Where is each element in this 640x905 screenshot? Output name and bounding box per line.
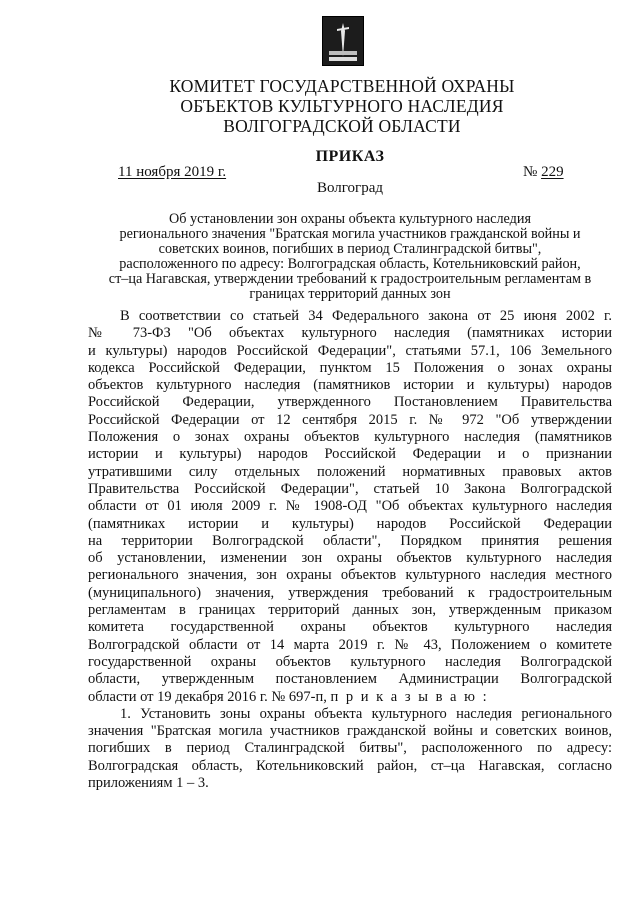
body-line-final xyxy=(88,689,612,706)
body-line: регламентам в границах территорий данных зон, утвержденным приказом xyxy=(88,602,612,619)
body-line: В соответствии со статьей 34 Федерального закона от 25 июня 2002 г. xyxy=(120,308,612,324)
order-number-value: 229 xyxy=(541,164,564,180)
body-line: истории и культуры) народов Российской Федерации и о признании xyxy=(88,446,612,463)
order-title: ПРИКАЗ xyxy=(315,148,385,165)
body-line: № 73-ФЗ "Об объектах культурного наследия (памятниках истории xyxy=(88,325,612,342)
body-line: объектов культурного наследия (памятников истории и культуры) народов xyxy=(88,377,612,394)
order-subject xyxy=(88,212,612,302)
org-line: ВОЛГОГРАДСКОЙ ОБЛАСТИ xyxy=(223,116,461,136)
body-line: области от 01 июля 2009 г. № 1908-ОД "Об объектах культурного наследия xyxy=(88,498,612,515)
body-line: регионального значения, зон охраны объектов культурного наследия местного xyxy=(88,567,612,584)
subject-line: советских воинов, погибших в период Сталинградской битвы", xyxy=(158,241,542,257)
org-line: ОБЪЕКТОВ КУЛЬТУРНОГО НАСЛЕДИЯ xyxy=(180,96,504,116)
subject-line: Об установлении зон охраны объекта культурного наследия xyxy=(168,211,531,227)
org-line: КОМИТЕТ ГОСУДАРСТВЕННОЙ ОХРАНЫ xyxy=(169,76,515,96)
order-city: Волгоград xyxy=(316,180,383,196)
body-line: Волгоградской области от 14 марта 2019 г. № 43, Положением о комитете xyxy=(88,636,612,653)
subject-line: расположенного по адресу: Волгоградская область, Котельниковский район, xyxy=(119,256,581,272)
body-line: Российской Федерации от 12 сентября 2015 г. № 972 "Об утверждении xyxy=(88,411,612,428)
subject-line: границах территорий данных зон xyxy=(249,286,451,302)
body-line: (муниципального) значения, утверждения требований к градостроительным xyxy=(88,584,612,601)
body-line: утратившими силу отдельных положений нормативных правовых актов xyxy=(88,463,612,480)
body-line: комитета государственной охраны объектов культурного наследия xyxy=(88,619,612,636)
body-line: Правительства Российской Федерации", статьей 10 Закона Волгоградской xyxy=(88,480,612,497)
body-line: об установлении, изменении зон охраны объектов культурного наследия xyxy=(88,550,612,567)
body-line: Волгоградская область, Котельниковский район, ст–ца Нагавская, согласно xyxy=(88,757,612,774)
body-line: значения "Братская могила участников гражданской войны и советских воинов, xyxy=(88,723,612,740)
body-line: на территории Волгоградской области", Порядком принятия решения xyxy=(88,532,612,549)
body-line: погибших в период Сталинградской битвы", расположенного по адресу: xyxy=(88,740,612,757)
decree-word: п р и к а з ы в а ю : xyxy=(330,688,489,705)
organization-header xyxy=(150,76,534,136)
order-body xyxy=(88,308,612,792)
body-line: области от 19 декабря 2016 г. № 697-п, xyxy=(88,688,327,705)
body-line: области, утвержденным постановлением Администрации Волгоградской xyxy=(88,671,612,688)
subject-line: регионального значения "Братская могила участников гражданской войны и xyxy=(119,226,581,242)
body-line: государственной охраны объектов культурного наследия Волгоградской xyxy=(88,653,612,670)
order-number-prefix: № xyxy=(523,164,538,180)
body-line: кодекса Российской Федерации, пунктом 15 Положения о зонах охраны xyxy=(88,359,612,376)
order-date: 11 ноября 2019 г. xyxy=(118,164,227,180)
body-line: Российской Федерации, утвержденного Постановлением Правительства xyxy=(88,394,612,411)
body-line: (памятниках истории и культуры) народов Российской Федерации xyxy=(88,515,612,532)
subject-line: ст–ца Нагавская, утверждении требований к градостроительным регламентам в xyxy=(108,271,592,287)
coat-of-arms-icon xyxy=(322,16,364,66)
body-line: и культуры) народов Российской Федерации", статьями 57.1, 106 Земельного xyxy=(88,342,612,359)
body-line: 1. Установить зоны охраны объекта культурного наследия регионального xyxy=(120,705,612,722)
body-line: приложениям 1 – 3. xyxy=(88,775,209,792)
order-number xyxy=(523,164,564,181)
body-line: Положения о зонах охраны объектов культурного наследия (памятников xyxy=(88,429,612,446)
